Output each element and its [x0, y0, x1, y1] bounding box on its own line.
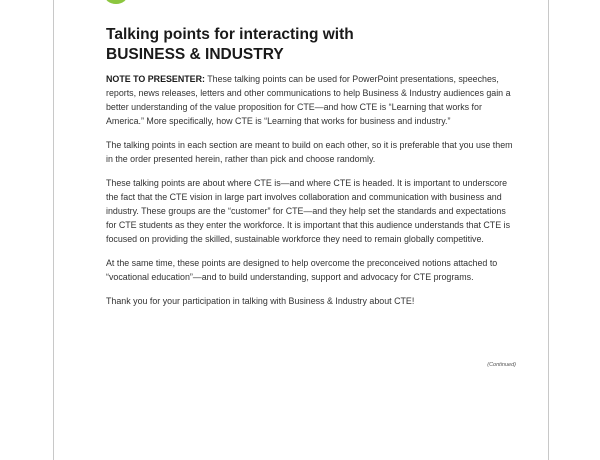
paragraph-thank-you: Thank you for your participation in talking with Business & Industry about CTE! — [106, 296, 415, 306]
note-to-presenter-paragraph — [106, 72, 516, 128]
note-label: NOTE TO PRESENTER: — [106, 74, 205, 84]
title-line-2: BUSINESS & INDUSTRY — [106, 46, 284, 63]
logo-mark-icon — [104, 0, 128, 4]
paragraph-vision: These talking points are about where CTE is—and where CTE is headed. It is important to underscore the fact that the CTE vision in large part involves collaboration and communication with business and industry. These groups are the “customer” for CTE—and they help set the standards and expectations for CTE students as they enter the workforce. It is important that this audience understands that CTE is focused on providing the skilled, sustainable workforce they need to remain globally competitive. — [106, 178, 511, 244]
paragraph-overcome-notions: At the same time, these points are designed to help overcome the preconceived notions attached to “vocational education”—and to build understanding, support and advocacy for CTE programs. — [106, 258, 498, 282]
paragraph-order: The talking points in each section are meant to build on each other, so it is preferable that you use them in the order presented herein, rather than pick and choose randomly. — [106, 140, 513, 164]
page-title — [106, 25, 526, 65]
title-line-1: Talking points for interacting with — [106, 26, 354, 43]
note-text: These talking points can be used for PowerPoint presentations, speeches, reports, news releases, letters and other communications to help Business & Industry audiences gain a better understanding of the value proposition for CTE—and how CTE is “Learning that works for America.” More specifically, how CTE is “Learning that works for business and industry.” — [106, 74, 511, 126]
continued-label: (Continued) — [487, 362, 516, 368]
document-page — [53, 0, 549, 460]
document-body — [106, 72, 516, 318]
